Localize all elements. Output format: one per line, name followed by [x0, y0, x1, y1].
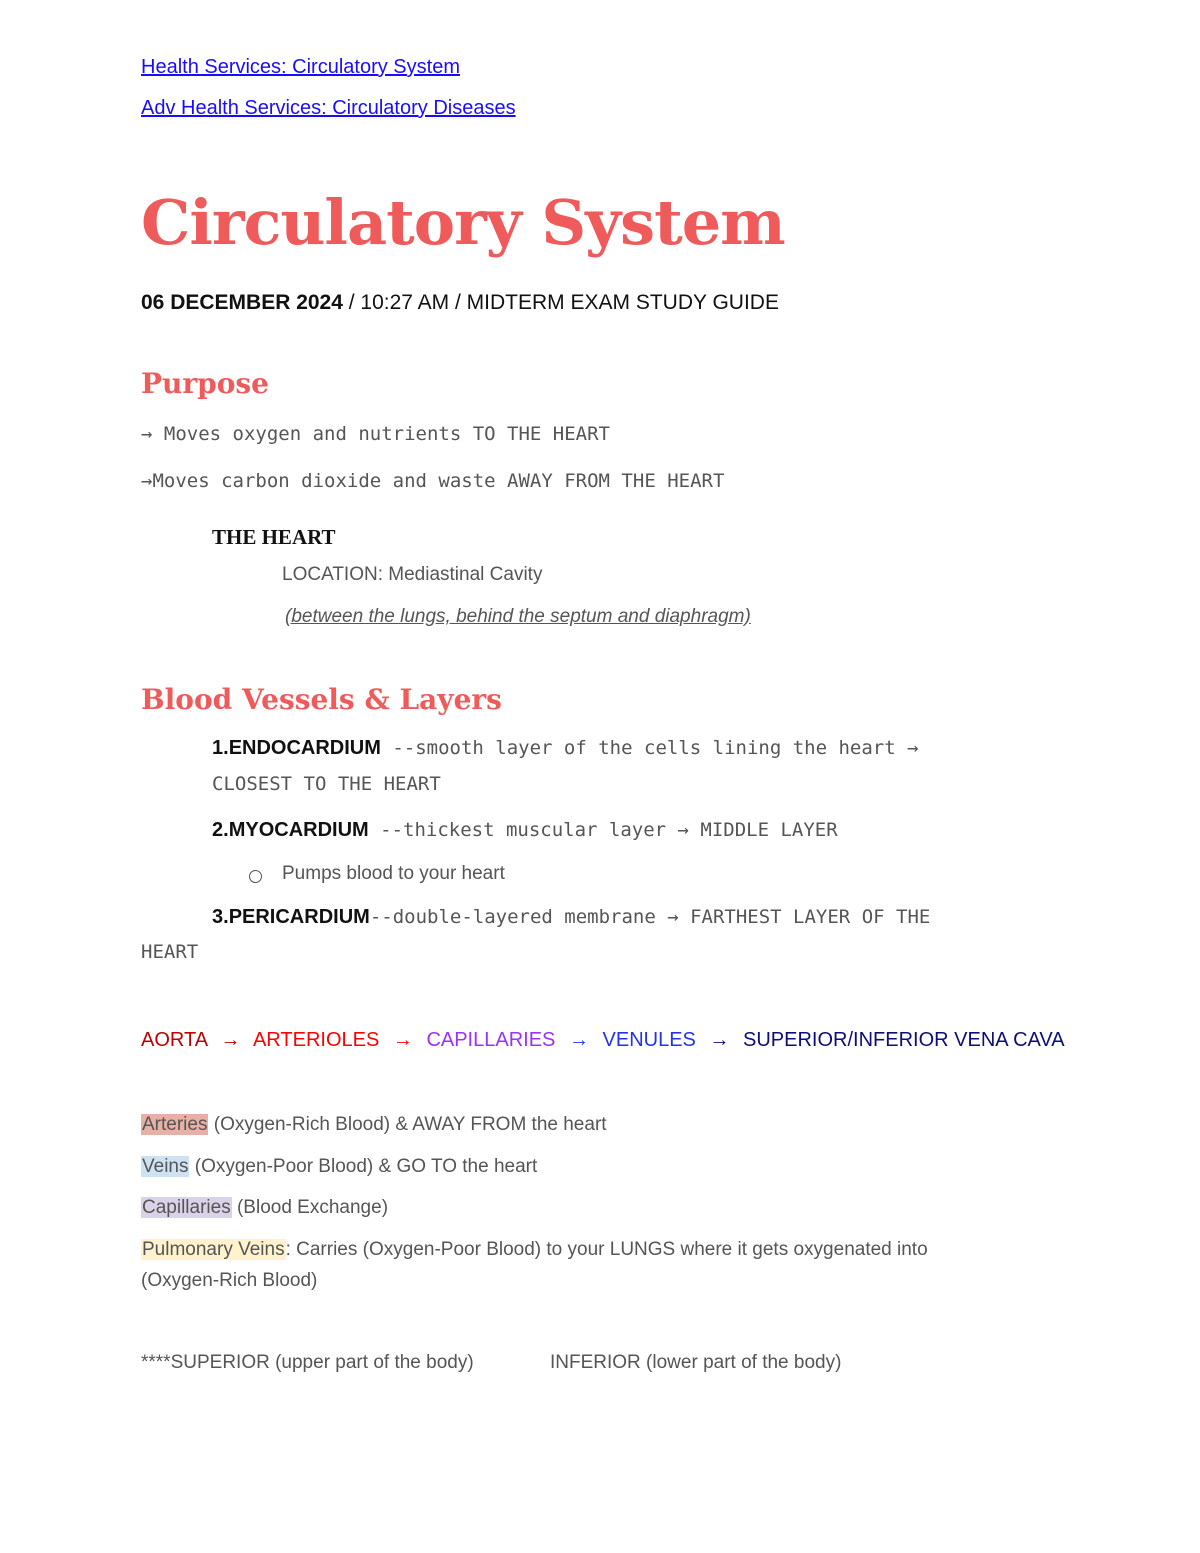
flow-item: ARTERIOLES: [252, 1029, 380, 1051]
arrow-icon: →: [220, 1029, 241, 1051]
arrow-icon: →: [709, 1029, 730, 1051]
heart-heading: THE HEART: [212, 525, 336, 549]
def-term: Veins: [142, 1156, 189, 1177]
def-text: (Blood Exchange): [231, 1197, 389, 1218]
layer-desc: --double-layered membrane → FARTHEST LAYER OF THE: [369, 906, 931, 928]
layer-number: 3.: [212, 906, 229, 928]
link-circulatory-system[interactable]: Health Services: Circulatory System: [141, 56, 460, 78]
def-text: (Oxygen-Rich Blood) & AWAY FROM the heart: [208, 1114, 607, 1135]
blood-flow-sequence: [141, 1029, 1065, 1052]
layer-name: MYOCARDIUM: [228, 819, 369, 841]
meta-line: [141, 291, 779, 315]
layer-name: ENDOCARDIUM: [228, 737, 381, 759]
def-text: (Oxygen-Poor Blood) & GO TO the heart: [189, 1156, 538, 1177]
flow-item: VENULES: [602, 1029, 696, 1051]
layer-pericardium: [212, 906, 930, 929]
vessels-heading: Blood Vessels & Layers: [141, 683, 502, 716]
def-arteries: [141, 1114, 607, 1136]
purpose-line-2: →Moves carbon dioxide and waste AWAY FROM THE HEART: [141, 470, 725, 492]
layer-number: 2.: [212, 819, 229, 841]
def-pulmonary-veins-cont: (Oxygen-Rich Blood): [141, 1270, 318, 1291]
def-pulmonary-veins: [141, 1239, 928, 1261]
arrow-icon: →: [392, 1029, 413, 1051]
layer-number: 1.: [212, 737, 229, 759]
arrow-icon: →: [568, 1029, 589, 1051]
note-inferior: INFERIOR (lower part of the body): [550, 1352, 842, 1373]
purpose-line-1: → Moves oxygen and nutrients TO THE HEART: [141, 423, 610, 445]
hollow-bullet-icon: [249, 870, 262, 883]
layer-desc: --smooth layer of the cells lining the heart →: [380, 737, 919, 759]
flow-item: SUPERIOR/INFERIOR VENA CAVA: [743, 1029, 1065, 1051]
layer-endocardium: [212, 737, 919, 760]
flow-item: AORTA: [141, 1029, 207, 1051]
def-term: Pulmonary Veins: [142, 1239, 285, 1260]
def-text: : Carries (Oxygen-Poor Blood) to your LUNGS where it gets oxygenated into: [285, 1239, 928, 1260]
def-veins: [141, 1156, 537, 1178]
meta-date: 06 DECEMBER 2024: [141, 291, 343, 314]
link-circulatory-diseases[interactable]: Adv Health Services: Circulatory Diseases: [141, 97, 516, 119]
heart-location: LOCATION: Mediastinal Cavity: [282, 564, 543, 585]
page-title: Circulatory System: [141, 186, 785, 259]
note-superior: ****SUPERIOR (upper part of the body): [141, 1352, 474, 1373]
flow-item: CAPILLARIES: [426, 1029, 556, 1051]
meta-rest: / 10:27 AM / MIDTERM EXAM STUDY GUIDE: [342, 291, 779, 314]
heart-location-note: (between the lungs, behind the septum and diaphragm): [285, 606, 751, 627]
layer-desc: --thickest muscular layer → MIDDLE LAYER: [368, 819, 838, 841]
myocardium-bullet: Pumps blood to your heart: [282, 863, 505, 884]
def-capillaries: [141, 1197, 388, 1219]
layer-myocardium: [212, 819, 838, 842]
def-term: Arteries: [142, 1114, 208, 1135]
layer-endocardium-desc-cont: CLOSEST TO THE HEART: [212, 773, 441, 795]
layer-pericardium-desc-cont: HEART: [141, 941, 199, 963]
def-term: Capillaries: [142, 1197, 231, 1218]
purpose-heading: Purpose: [141, 367, 269, 400]
layer-name: PERICARDIUM: [228, 906, 370, 928]
